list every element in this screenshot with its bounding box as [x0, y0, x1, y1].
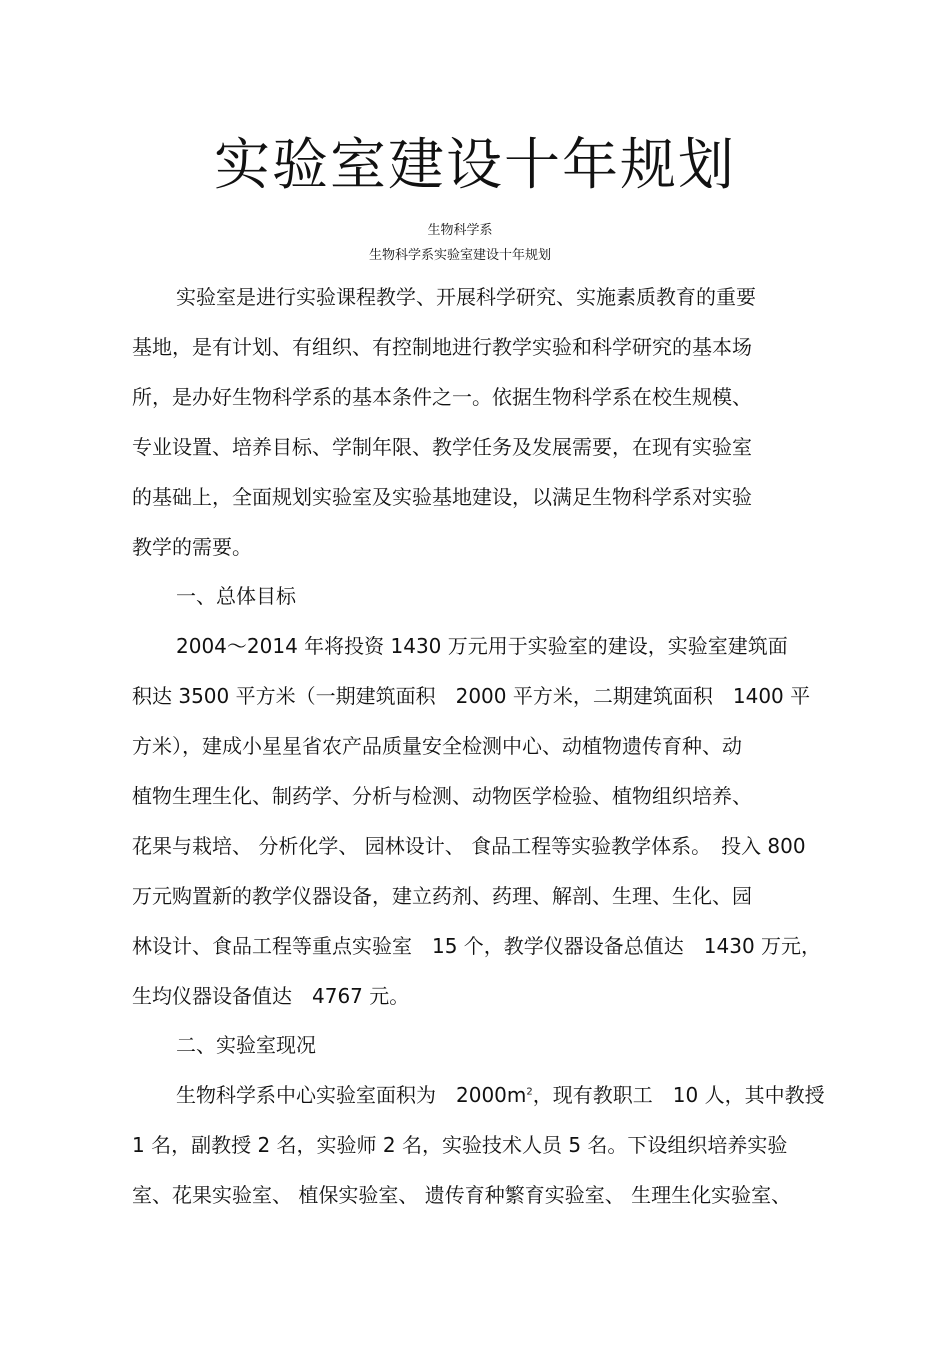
- body-line: 林设计、食品工程等重点实验室 15 个，教学仪器设备总值达 1430 万元，: [132, 934, 822, 958]
- department-label: 生物科学系: [427, 223, 493, 238]
- body-line: 积达 3500 平方米（一期建筑面积 2000 平方米，二期建筑面积 1400 平: [132, 684, 811, 708]
- body-line: 方米），建成小星星省农产品质量安全检测中心、动植物遗传育种、动: [132, 734, 742, 758]
- body-line: 花果与栽培、 分析化学、 园林设计、 食品工程等实验教学体系。 投入 800: [132, 834, 806, 858]
- body-line: 所，是办好生物科学系的基本条件之一。依据生物科学系在校生规模、: [132, 385, 752, 409]
- document-subtitle: 生物科学系实验室建设十年规划: [368, 248, 551, 263]
- staff-line-after: ，现有教职工 10 人，其中教授: [532, 1083, 825, 1107]
- body-line: 实验室是进行实验课程教学、开展科学研究、实施素质教育的重要: [176, 285, 756, 309]
- body-line: 室、花果实验室、 植保实验室、 遗传育种繁育实验室、 生理生化实验室、: [132, 1183, 792, 1207]
- staff-line-before: 生物科学系中心实验室面积为 2000m: [176, 1083, 527, 1107]
- superscript-two: 2: [526, 1086, 533, 1098]
- body-line: 基地，是有计划、有组织、有控制地进行教学实验和科学研究的基本场: [132, 335, 752, 359]
- section-heading: 一、总体目标: [176, 584, 296, 608]
- body-line: 生均仪器设备值达 4767 元。: [132, 984, 410, 1008]
- body-line: 的基础上，全面规划实验室及实验基地建设，以满足生物科学系对实验: [132, 485, 752, 509]
- section-heading: 二、实验室现况: [176, 1033, 316, 1057]
- body-line: 1 名，副教授 2 名，实验师 2 名，实验技术人员 5 名。下设组织培养实验: [132, 1133, 788, 1157]
- body-line: [176, 1081, 825, 1109]
- document-title: 实验室建设十年规划: [214, 133, 736, 198]
- body-line: 万元购置新的教学仪器设备，建立药剂、药理、解剖、生理、生化、园: [132, 884, 752, 908]
- body-line: 植物生理生化、制药学、分析与检测、动物医学检验、植物组织培养、: [132, 784, 752, 808]
- body-line: 专业设置、培养目标、学制年限、教学任务及发展需要，在现有实验室: [132, 435, 752, 459]
- body-line: 2004～2014 年将投资 1430 万元用于实验室的建设，实验室建筑面: [176, 634, 788, 658]
- body-line: 教学的需要。: [132, 535, 252, 559]
